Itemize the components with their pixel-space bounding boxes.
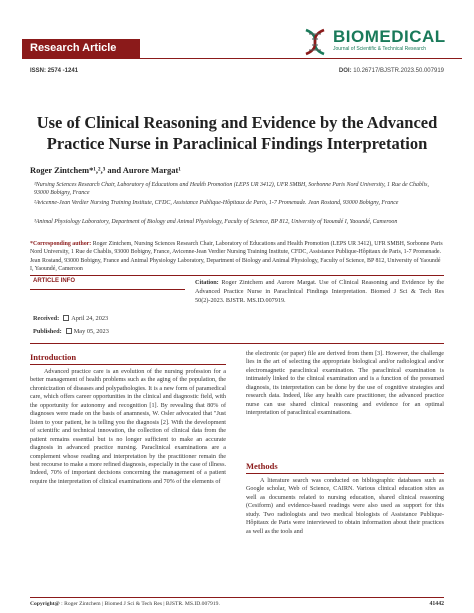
page-number: 41442 [429, 601, 444, 607]
calendar-icon [63, 315, 69, 321]
article-info-label: ARTICLE INFO [33, 278, 75, 284]
received-label: Received: [33, 315, 60, 322]
article-type-tag: Research Article [22, 39, 140, 58]
info-label-rule [30, 289, 185, 290]
right-column-text [246, 350, 444, 418]
citation-label: Citation: [195, 279, 219, 286]
methods-paragraph: A literature search was conducted on bibliographic databases such as Google scholar, Web of Science, CAIRN. Various clinical education sites as well as documents related to nursing education, shared clinical reasoning (Cesiform) and evidence-based readings were also used as support for this study. Two radiologists and two medical biologists of Assistance Publique-Hôpitaux de Paris were interviewed to obtain information about their practices as well as the tools and [246, 478, 444, 535]
received-date: April 24, 2023 [71, 315, 109, 322]
dna-helix-icon [300, 27, 330, 57]
methods-text [246, 477, 444, 536]
methods-heading: Methods [246, 461, 278, 471]
journal-header [0, 0, 474, 62]
continued-paragraph: the electronic (or paper) file are derived from them [3]. However, the challenge lies in the art of selecting the appropriate biological and/or radiological and/or electromagnetic paraclinical examination. The paraclinical examination is intimately linked to the clinical examination and is a function of the presumed diagnosis, its interpretation can be done by the use of cognitive strategies and research data. Indeed, like any health care practitioner, the advanced practice nurse can use shared clinical reasoning and evidence for an optimal interpretation of paraclinical examinations. [246, 351, 444, 417]
published-label: Published: [33, 328, 62, 335]
corresponding-author [30, 240, 444, 273]
citation-block [195, 278, 444, 305]
logo-wordmark: BIOMEDICAL [333, 27, 446, 46]
methods-rule [246, 473, 444, 474]
info-bottom-rule [30, 343, 444, 344]
citation-text: Roger Zintchem and Aurore Margat. Use of Clinical Reasoning and Evidence by the Advanced Practice Nurse in Paraclinical Findings Interpretation. Biomed J Sci & Tech Res 50(2)-2023. BJSTR. MS.ID.007919. [195, 279, 444, 305]
article-title: Use of Clinical Reasoning and Evidence by the Advanced Practice Nurse in Paraclinical Findings Interpretation [36, 113, 438, 153]
doi-line [339, 68, 444, 74]
introduction-rule [30, 364, 226, 365]
footer-copyright [30, 601, 220, 607]
info-top-rule [30, 275, 444, 276]
published-row [33, 325, 109, 338]
journal-logo[interactable] [300, 27, 450, 57]
calendar-icon [66, 328, 72, 334]
doi-link[interactable]: 10.26717/BJSTR.2023.50.007919 [353, 68, 444, 74]
affiliation-1: ¹Nursing Sciences Research Chair, Laboratory of Educations and Health Promotion (LEPS UR 3412), UFR SMBH, Sorbonne Paris Nord University, 1 Rue de Chablis, 93000 Bobigny, France [34, 182, 429, 197]
header-rule [22, 58, 462, 59]
corresponding-text: Roger Zintchem, Nursing Sciences Research Chair, Laboratory of Educations and Health Promotion (LEPS UR 3412), UFR SMBH, Sorbonne Paris Nord University, 1 Rue de Chablis, 93000 Bobigny, France, Avicenne-Jean Verdier Nursing Training Institute, CFDC, Assistance Publique-Hôpitaux de Paris, 1-7 Promenade. Jean Rostand, 93000 Bobigny, France and Animal Physiology Laboratory, Department of Biology and Animal Physiology, Faculty of Science, BP 812, University of Yaoundé I, Yaoundé, Cameroon [30, 241, 443, 272]
corresponding-label: *Corresponding author: [30, 241, 92, 247]
article-dates [33, 312, 109, 338]
introduction-heading: Introduction [30, 352, 77, 362]
affiliation-2: ²Avicenne-Jean Verdier Nursing Training Institute, CFDC, Assistance Publique-Hôpitaux de Paris, 1-7 Promenade. Jean Rostand, 93000 Bobigny, France [34, 200, 399, 206]
copyright-text: : Roger Zintchem | Biomed J Sci & Tech Res | BJSTR. MS.ID.007919. [59, 601, 220, 607]
introduction-paragraph: Advanced practice care is an evolution of the nursing profession for a better management of health problems such as the aging of the population, the chronicization of diseases and polypathologies. It is a new form of paramedical care, which offers career opportunities in the clinical and diagnostic field, with the opportunity for autonomy and recognition [1]. By revealing that 80% of diagnoses were made on the basis of anamnesis, W. Osler advocated that "Just listen to your patient, he is telling you the diagnosis [2]. With the development of scientific and technical innovation, the collection of clinical data from the patient remains essential but is no longer sufficient to make an accurate diagnosis in advanced practice nursing. Paraclinical examinations are a complement whose reading and interpretation by the practitioner remain the best recourse to make a more refined diagnosis, especially in the case of illness. Indeed, 70% of important decisions concerning the management of a patient require the interpretation of clinical examinations and 70% of the elements of [30, 369, 226, 485]
logo-subtitle: Journal of Scientific & Technical Research [333, 46, 427, 52]
introduction-text [30, 368, 226, 486]
footer-rule [30, 597, 444, 598]
received-row [33, 312, 109, 325]
author-list: Roger Zintchem*¹,²,³ and Aurore Margat¹ [30, 165, 181, 175]
published-date: May 05, 2023 [73, 328, 109, 335]
issn-label: ISSN: 2574 -1241 [30, 68, 79, 74]
doi-label: DOI: [338, 68, 352, 74]
copyright-label: Copyright@ [30, 601, 60, 607]
affiliation-3: ³Animal Physiology Laboratory, Department of Biology and Animal Physiology, Faculty of Science, BP 812, University of Yaoundé I, Yaoundé, Cameroon [34, 219, 398, 225]
